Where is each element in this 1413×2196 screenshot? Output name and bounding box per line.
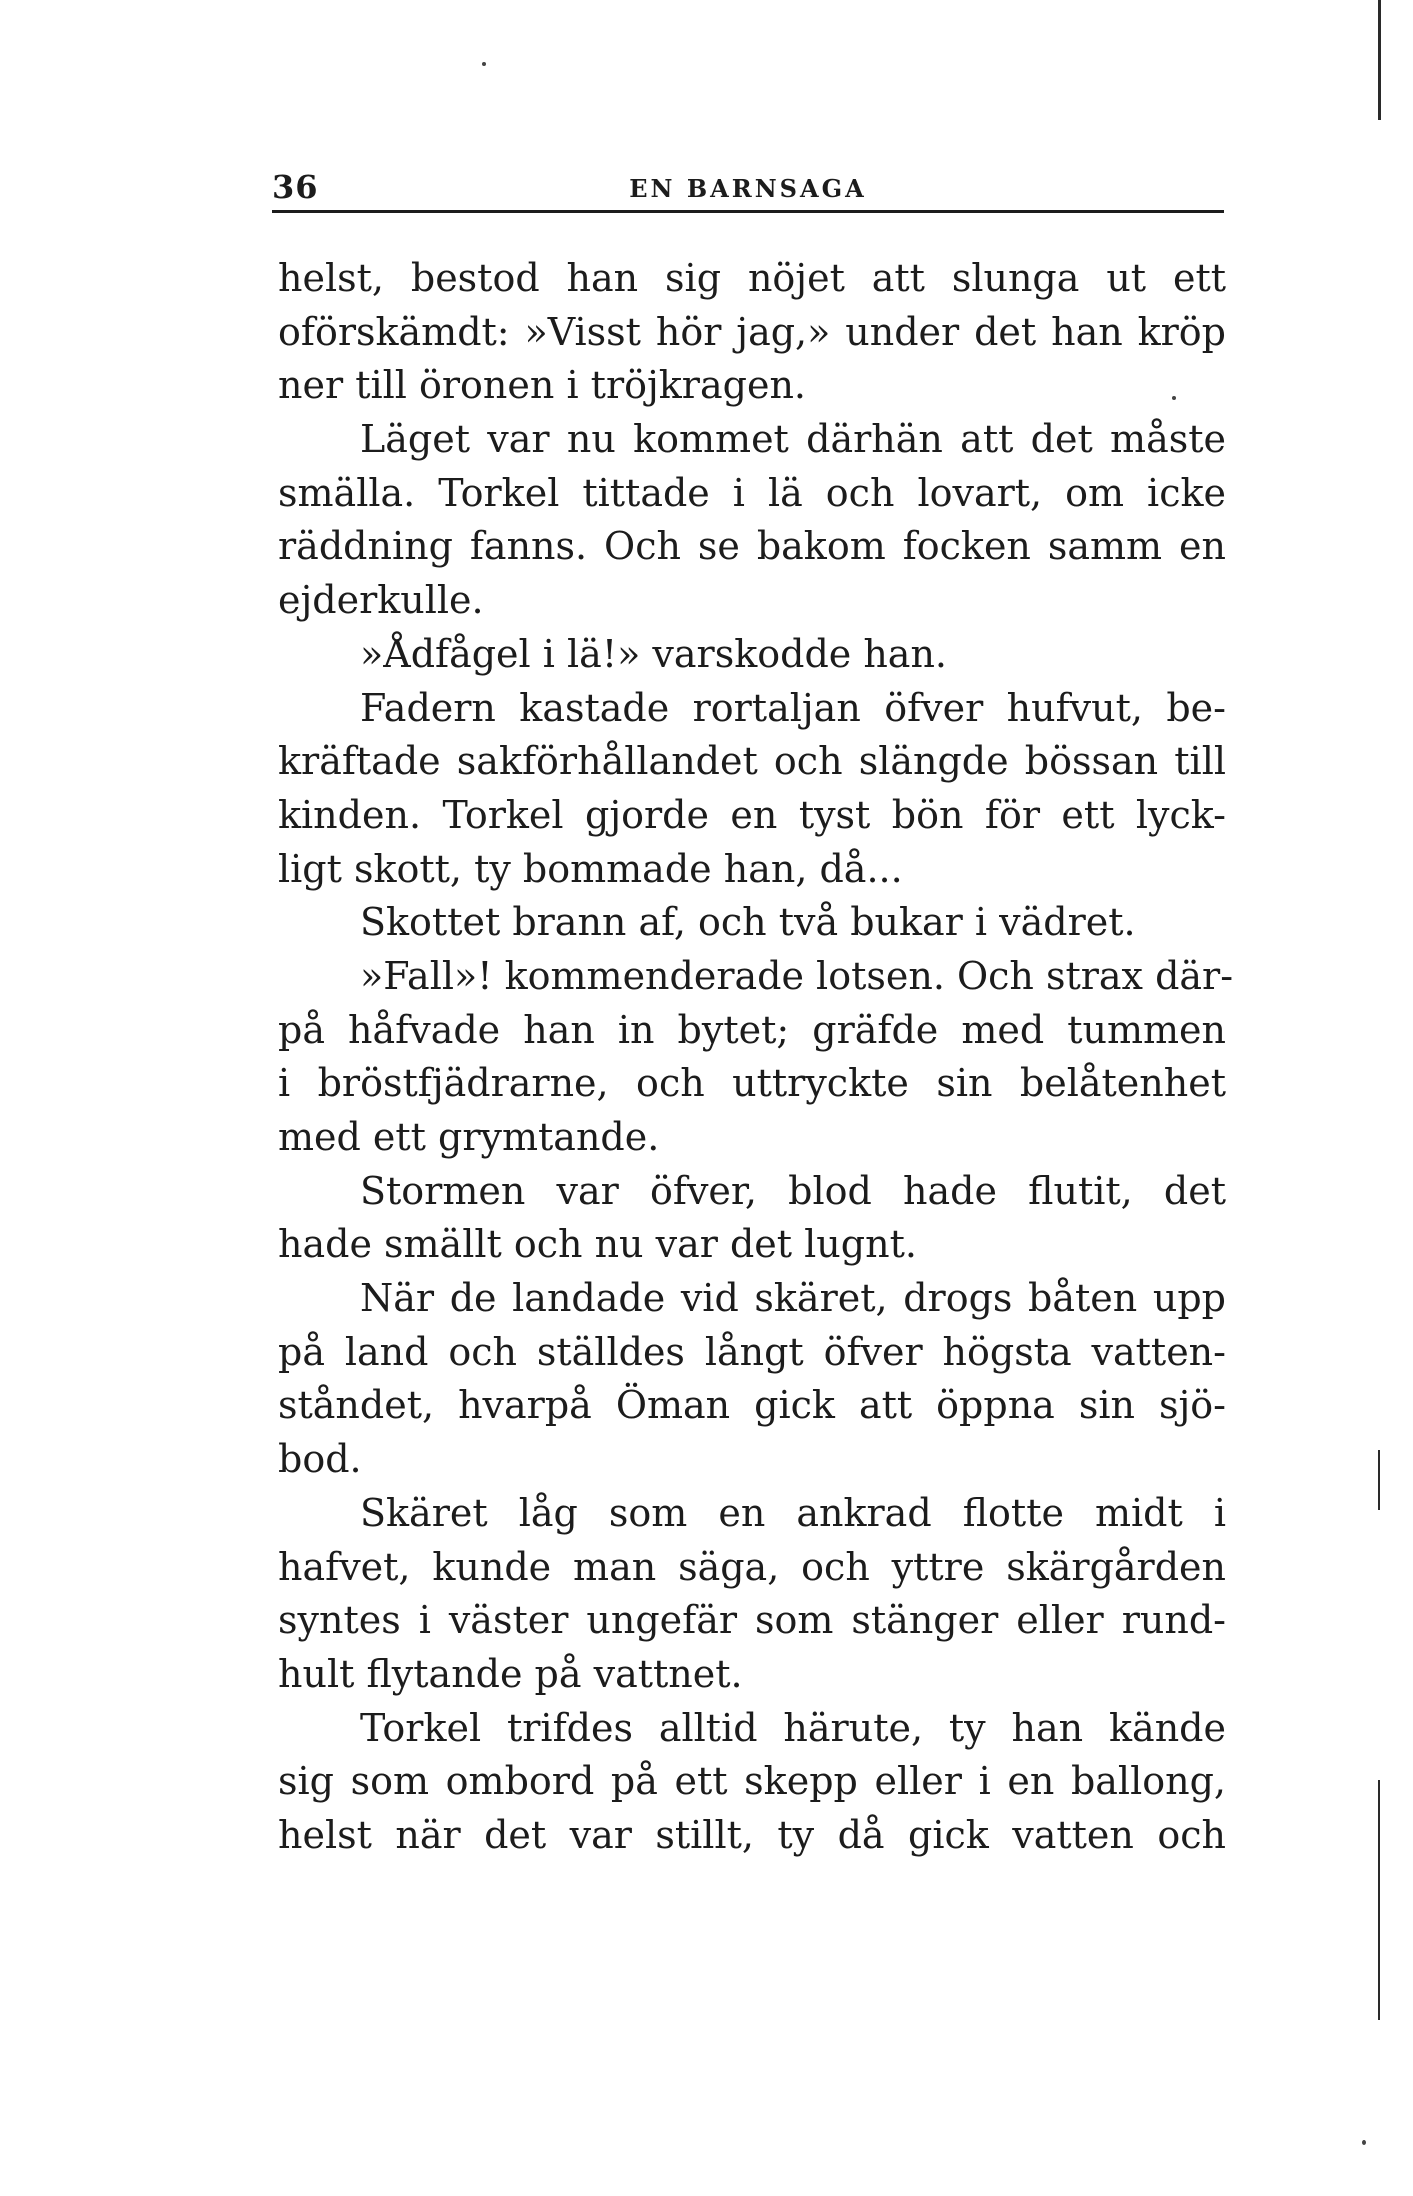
scan-speck <box>1362 2140 1366 2145</box>
text-line: ligt skott, ty bommade han, då... <box>278 846 903 891</box>
text-line: på land och ställdes långt öfver högsta vatten- <box>278 1329 1226 1374</box>
page-edge-line <box>1378 0 1381 120</box>
text-line: Läget var nu kommet därhän att det måste <box>360 417 1226 462</box>
body-text <box>278 252 1234 1863</box>
text-line: med ett grymtande. <box>278 1115 660 1159</box>
text-line: Skäret låg som en ankrad flotte midt i <box>360 1490 1226 1535</box>
text-line: sig som ombord på ett skepp eller i en ballong, <box>278 1759 1226 1804</box>
text-line: Stormen var öfver, blod hade flutit, det <box>360 1168 1226 1213</box>
text-line: bod. <box>278 1437 362 1482</box>
text-line: Torkel trifdes alltid härute, ty han kände <box>360 1705 1226 1750</box>
text-line: Fadern kastade rortaljan öfver hufvut, be- <box>360 685 1226 730</box>
text-line: helst när det var stillt, ty då gick vatten och <box>278 1812 1226 1857</box>
text-line: på håfvade han in bytet; gräfde med tummen <box>278 1007 1226 1052</box>
text-line: oförskämdt: »Visst hör jag,» under det han kröp <box>278 309 1226 354</box>
page-header <box>272 168 1224 208</box>
text-line: smälla. Torkel tittade i lä och lovart, om icke <box>278 470 1226 515</box>
page-edge-line <box>1378 1450 1380 1510</box>
text-line: hafvet, kunde man säga, och yttre skärgården <box>278 1544 1226 1589</box>
running-title: EN BARNSAGA <box>629 174 867 203</box>
text-line: hade smällt och nu var det lugnt. <box>278 1222 917 1267</box>
text-line: ejderkulle. <box>278 578 484 623</box>
page-edge-line <box>1378 1780 1380 2020</box>
text-line: ståndet, hvarpå Öman gick att öppna sin sjö- <box>278 1383 1226 1428</box>
text-line: i bröstfjädrarne, och uttryckte sin belåtenhet <box>278 1061 1226 1106</box>
text-line: kinden. Torkel gjorde en tyst bön för ett lyck- <box>278 792 1226 837</box>
header-rule <box>272 210 1224 213</box>
scan-speck <box>482 62 486 66</box>
text-line: »Fall»! kommenderade lotsen. Och strax där- <box>360 953 1234 998</box>
text-line: syntes i väster ungefär som stänger eller rund- <box>278 1598 1226 1643</box>
page-number: 36 <box>272 168 319 206</box>
text-line: kräftade sakförhållandet och slängde bössan till <box>278 739 1226 784</box>
text-line: hult flytande på vattnet. <box>278 1651 743 1696</box>
text-line: När de landade vid skäret, drogs båten upp <box>360 1276 1226 1321</box>
text-line: Skottet brann af, och två bukar i vädret. <box>360 900 1136 945</box>
text-line: »Ådfågel i lä!» varskodde han. <box>360 631 948 676</box>
text-line: helst, bestod han sig nöjet att slunga ut ett <box>278 256 1226 300</box>
text-line: räddning fanns. Och se bakom focken samm en <box>278 524 1226 569</box>
text-line: ner till öronen i tröjkragen. <box>278 363 806 408</box>
